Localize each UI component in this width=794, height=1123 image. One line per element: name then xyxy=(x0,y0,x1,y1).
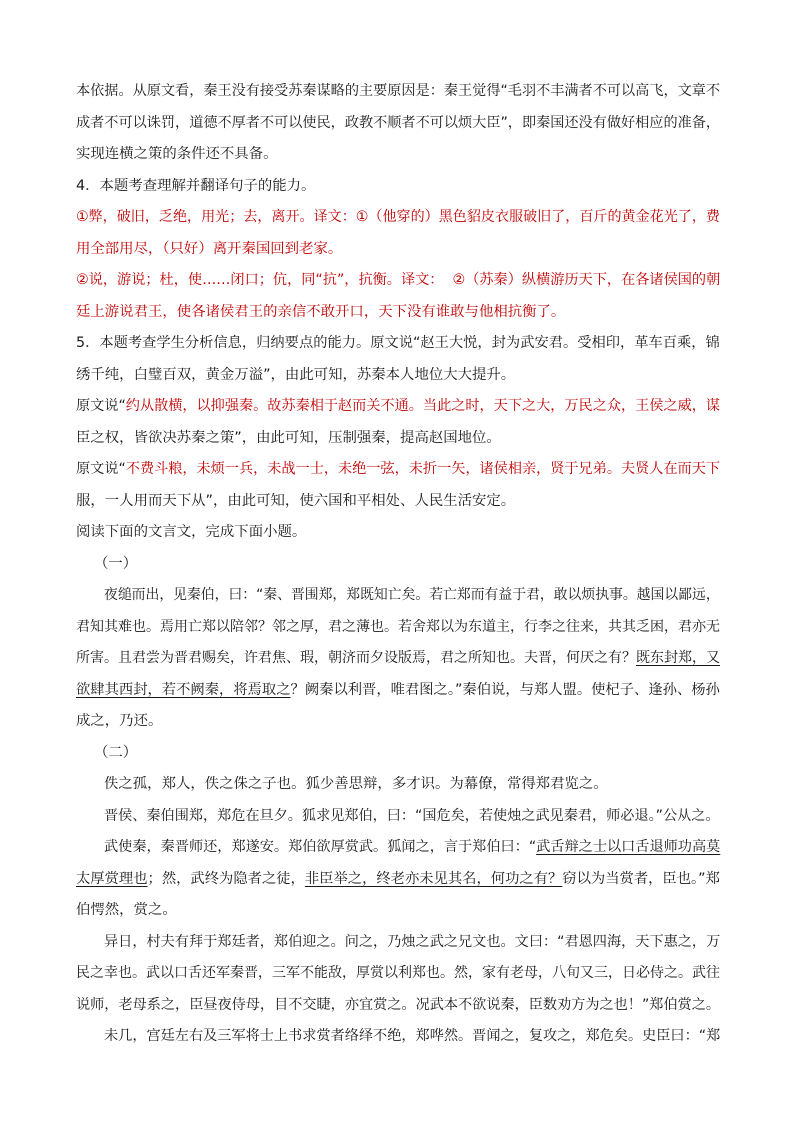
answer-line: 原文说“不费斗粮，未烦一兵，未战一士，未绝一弦，未折一矢，诸侯相亲，贤于兄弟。夫贤人在而天下 xyxy=(76,461,721,477)
passage-line: 伯愕然，赏之。 xyxy=(76,902,177,918)
passage-line: 民之幸也。武以口舌还军秦晋，三军不能敌，厚赏以利郑也。然，家有老母，八旬又三，日必侍之。武往 xyxy=(76,965,720,981)
answer-line: 服，一人用而天下从”，由此可知，使六国和平相处、人民生活安定。 xyxy=(76,493,516,509)
passage-line: 太厚赏理也；然，武终为隐者之徒，非臣举之，终老亦未见其名，何功之有？窃以为当赏者，臣也。”郑 xyxy=(76,871,720,887)
passage-line: 未几，宫廷左右及三军将士上书求赏者络绎不绝，郑哗然。晋闻之，复攻之，郑危矣。史臣曰：“郑 xyxy=(104,1028,721,1044)
answer-line: 原文说“约从散横，以抑强秦。故苏秦相于赵而关不通。当此之时，天下之大，万民之众，王侯之威，谋 xyxy=(76,398,721,414)
section-marker-2: （二） xyxy=(94,745,138,761)
analysis-line: 实现连横之策的条件还不具备。 xyxy=(76,146,278,162)
passage-line: 所害。且君尝为晋君赐矣，许君焦、瑕，朝济而夕设版焉，君之所知也。夫晋，何厌之有？既东封郑，又 xyxy=(76,650,720,666)
passage-line: 说师，老母系之，臣昼夜侍母，目不交睫，亦宜赏之。况武本不欲说秦，臣数劝方为之也！”郑伯赏之。 xyxy=(76,997,721,1013)
question-5-heading: 5．本题考查学生分析信息，归纳要点的能力。原文说“赵王大悦，封为武安君。受相印，革车百乘，锦 xyxy=(76,335,720,351)
passage-line: 君知其难也。焉用亡郑以陪邻？邻之厚，君之薄也。若舍郑以为东道主，行李之往来，共其乏困，君亦无 xyxy=(76,619,720,635)
passage-line: 欲肆其西封，若不阙秦，将焉取之？阙秦以利晋，唯君图之。”秦伯说，与郑人盟。使杞子、逢孙、杨孙 xyxy=(76,682,720,698)
answer-line: 绣千纯，白璧百双，黄金万溢”，由此可知，苏秦本人地位大大提升。 xyxy=(76,367,516,383)
passage-line: 夜缒而出，见秦伯，曰：“秦、晋围郑，郑既知亡矣。若亡郑而有益于君，敢以烦执事。越国以鄙远， xyxy=(104,587,720,603)
answer-line: ①弊，破旧，乏绝，用光；去，离开。译文：①（他穿的）黑色貂皮衣服破旧了，百斤的黄金花光了，费 xyxy=(76,209,720,225)
reading-instruction: 阅读下面的文言文，完成下面小题。 xyxy=(76,524,307,540)
passage-line: 晋侯、秦伯围郑，郑危在旦夕。狐求见郑伯，曰：“国危矣，若使烛之武见秦君，师必退。”公从之。 xyxy=(104,808,720,824)
passage-line: 异日，村夫有拜于郑廷者，郑伯迎之。问之，乃烛之武之兄文也。文曰：“君恩四海，天下惠之，万 xyxy=(104,934,721,950)
analysis-line: 成者不可以诛罚，道德不厚者不可以使民，政教不顺者不可以烦大臣”，即秦国还没有做好相应的准备， xyxy=(76,115,721,131)
analysis-line: 本依据。从原文看，秦王没有接受苏秦谋略的主要原因是：秦王觉得“毛羽不丰满者不可以高飞，文章不 xyxy=(76,83,721,99)
passage-line: 佚之孤，郑人，佚之侏之子也。狐少善思辩，多才识。为幕僚，常得郑君览之。 xyxy=(104,776,608,792)
question-4-heading: 4．本题考查理解并翻译句子的能力。 xyxy=(76,178,316,194)
answer-line: 廷上游说君王，使各诸侯君王的亲信不敢开口，天下没有谁敢与他相抗衡了。 xyxy=(76,304,566,320)
answer-line: 臣之权，皆欲决苏秦之策”，由此可知，压制强秦，提高赵国地位。 xyxy=(76,430,501,446)
passage-line: 成之，乃还。 xyxy=(76,713,163,729)
answer-line: 用全部用尽，（只好）离开秦国回到老家。 xyxy=(76,241,343,257)
section-marker-1: （一） xyxy=(94,556,138,572)
answer-line: ②说，游说；杜，使……闭口；伉，同“抗”，抗衡。译文： ②（苏秦）纵横游历天下，在各诸侯国的朝 xyxy=(76,272,721,288)
passage-line: 武使秦，秦晋师还，郑遂安。郑伯欲厚赏武。狐闻之，言于郑伯曰：“武舌辩之士以口舌退师功高莫 xyxy=(104,839,721,855)
